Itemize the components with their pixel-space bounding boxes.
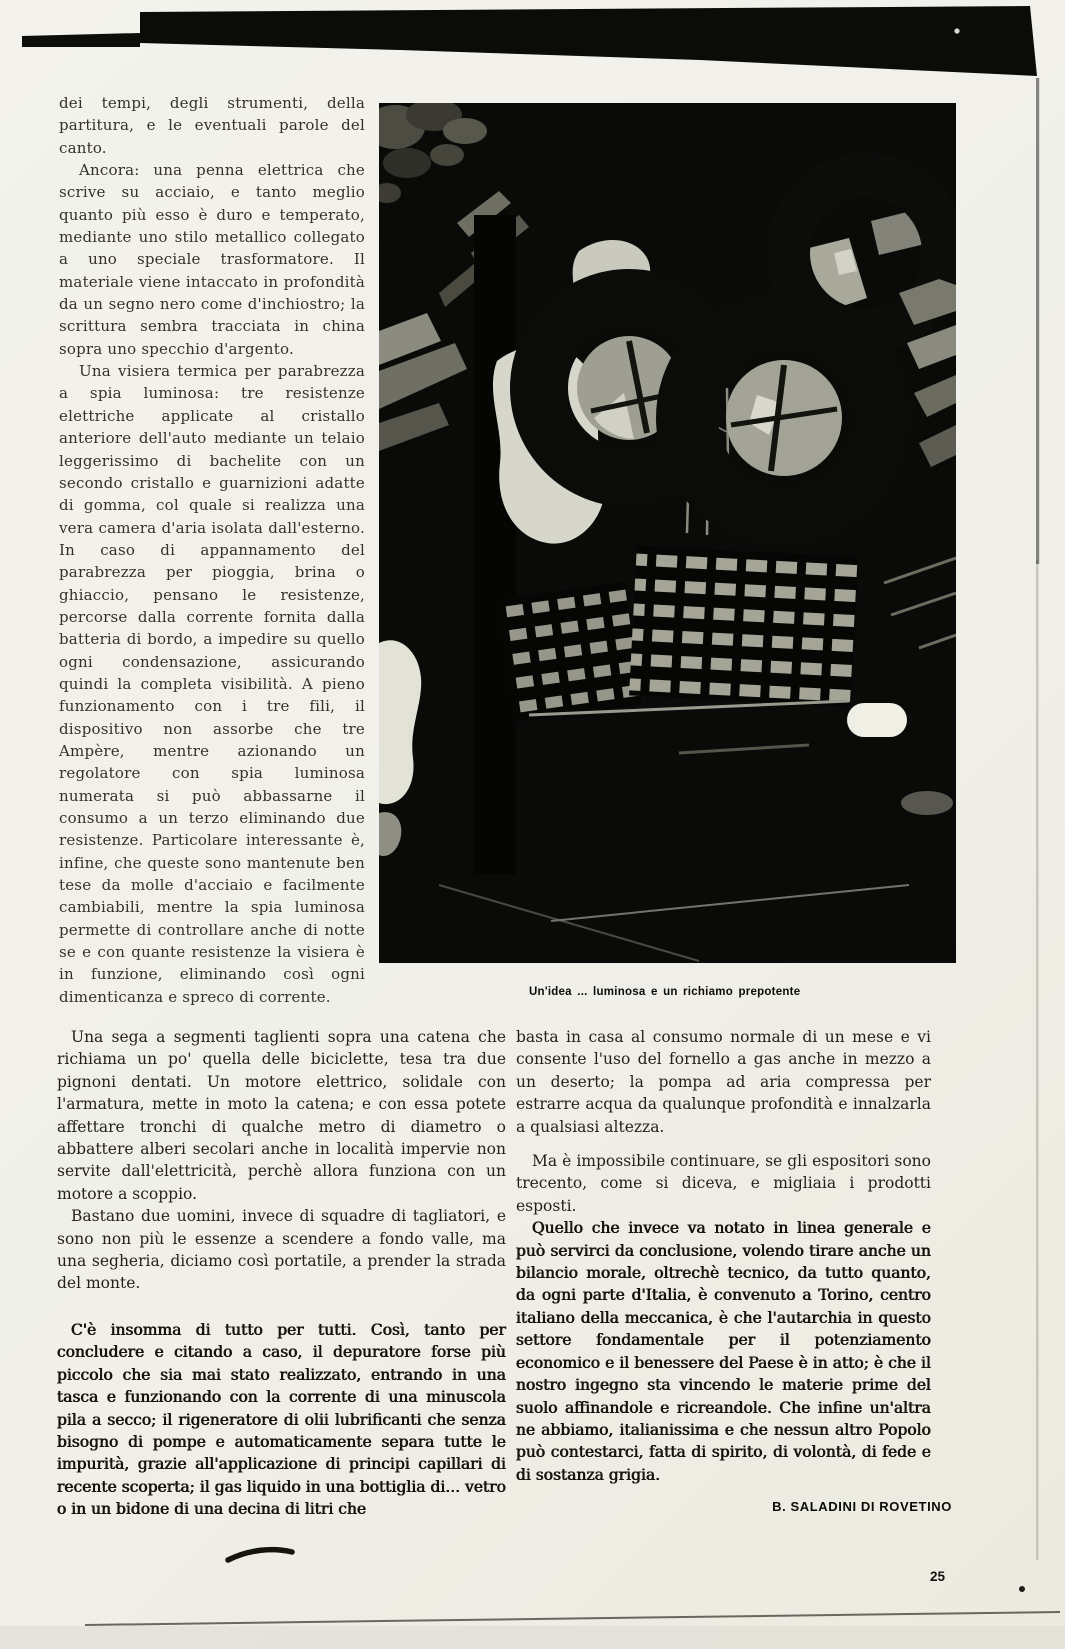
page-edge-line-faint [1036,560,1038,1560]
bright-lamp-blob [847,703,907,737]
paragraph-thermal-visor: Una visiera termica per parabrezza a spia luminosa: tre resistenze elettriche applicate al cristallo anteriore dell'auto mediante un telaio leggerissimo di bachelite con un secondo cristallo e guarnizioni adatte di gomma, col quale si realizza una vera camera d'aria isolata dall'esterno. In caso di appannamento del parabrezza per pioggia, brina o ghiaccio, pensano le resistenze, percorse dalla corrente fornita dalla batteria di bordo, a impedire su quello ogni condensazione, assicurando quindi la completa visibilità. A pieno funzionamento con i tre fili, il dispositivo non assorbe che tre Ampère, mentre azionando un regolatore con spia luminosa numerata si può abbassarne il consumo a un terzo eliminando due resistenze. Particolare interessante è, infine, che queste sono mantenute ben tese da molle d'acciaio e facilmente cambiabili, mentre la spia luminosa permette di controllare anche di notte se e con quante resistenze la visiera è in funzione, eliminando così ogni dimenticanza e spreco di corrente. [59,362,365,1006]
pen-mark [228,1550,292,1560]
article-column-bottom-left [57,1026,506,1521]
dim-lamp-blob [901,791,953,815]
paragraph-continuation: dei tempi, degli strumenti, della partitura, e le eventuali parole del canto. [59,94,365,157]
photo-caption: Un'idea ... luminosa e un richiamo prepotente [529,986,801,998]
paragraph-electric-pen: Ancora: una penna elettrica che scrive su acciaio, e tanto meglio quanto più esso è duro e temperato, mediante uno stilo metallico collegato a uno speciale trasformatore. Il materiale viene intaccato in profondità da un segno nero come d'inchiostro; la scrittura sembra tracciata in china sopra uno specchio d'argento. [59,161,365,358]
paragraph-conclusion: Quello che invece va notato in linea generale e può servirci da conclusione, volendo tirare anche un bilancio morale, oltrechè tecnico, da tutto quanto, da ogni parte d'Italia, è convenuto a Torino, centro italiano della meccanica, è che l'autarchia in questo settore fondamentale per il potenziamento economico e il benessere del Paese è in atto; è che il nostro ingegno sta vincendo le materie prime del suolo affinandole e ricreandole. Che infine un'altra ne abbiamo, italianissima e che nessun altro Popolo può contestarci, fatta di spirito, di volontà, di fede e di sostanza grigia. [516,1219,931,1484]
scan-wedge-top [140,6,1037,76]
ink-dot [1019,1586,1025,1592]
article-column-bottom-right [516,1026,952,1519]
paragraph-two-men: Bastano due uomini, invece di squadre di tagliatori, e sono non più le essenze a scendere a fondo valle, ma una segheria, diciamo così portatile, a prender la strada del monte. [57,1207,506,1293]
page-edge-line [1036,78,1039,564]
bottom-margin-shade [0,1626,1065,1649]
exhibition-photo [379,103,956,963]
building-windows-left-facade [498,582,642,723]
scan-speck [954,28,959,33]
paragraph-impossible-to-continue: Ma è impossibile continuare, se gli espositori sono trecento, come si diceva, e migliaia i prodotti esposti. [516,1152,931,1215]
scan-bar-top-left [22,33,140,47]
page-bottom-edge [85,1612,1060,1625]
page-number: 25 [930,1569,946,1584]
paragraph-everything-for-everyone: C'è insomma di tutto per tutti. Così, tanto per concludere e citando a caso, il depuratore forse più piccolo che sia mai stato realizzato, entrando in una tasca e funzionando con la corrente di una minuscola pila a secco; il rigeneratore di olii lubrificanti che senza bisogno di pompe e automaticamente separa tutte le impurità, grazie all'applicazione di principi capillari di recente scoperta; il gas liquido in una bottiglia di... vetro o in un bidone di una decina di litri che [57,1320,506,1519]
building-windows-right-facade [629,546,859,707]
article-column-top-left [59,92,365,1008]
pillar-silhouette [474,215,516,875]
paragraph-gas-bottle: basta in casa al consumo normale di un mese e vi consente l'uso del fornello a gas anche in mezzo a un deserto; la pompa ad aria compressa per estrarre acqua da qualunque profondità e innalzarla a qualsiasi altezza. [516,1028,931,1136]
author-signature: B. SALADINI DI ROVETINO [772,1499,952,1515]
paragraph-chainsaw: Una sega a segmenti taglienti sopra una catena che richiama un po' quella delle biciclette, tesa tra due pignoni dentati. Un motore elettrico, solidale con l'armatura, mette in moto la catena; e con essa potete affettare tronchi di qualche metro di diametro o abbattere alberi secolari anche in località impervie non servite dall'elettricità, perchè allora funziona con un motore a scoppio. [57,1028,506,1203]
